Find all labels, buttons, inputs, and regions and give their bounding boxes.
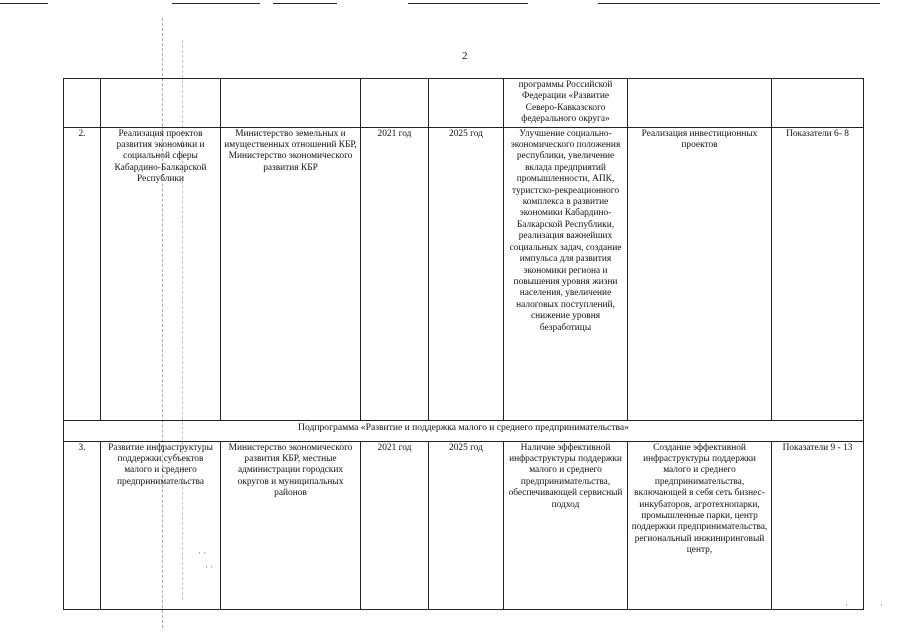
cell-result: Улучшение социально-экономического положения республики, увеличение вклада предприятий промышленности, АПК, туристско-рекреационного комплекса в развитие экономики Кабардино-Балкарской Республики, реализация важнейших социальных задач, создание импульса для развития экономики региона и повышения уровня жизни населения, увеличение налоговых поступлений, снижение уровня безработицы: [504, 127, 628, 420]
cell-name: [101, 79, 221, 128]
cell-directions: [628, 79, 772, 128]
cell-num: 2.: [64, 127, 101, 420]
table-row-continuation: [64, 79, 864, 128]
subprogram-title: Подпрограмма «Развитие и поддержка малого и среднего предпринимательства»: [64, 420, 864, 441]
cell-end: [429, 79, 504, 128]
scan-speck: ·: [880, 600, 883, 610]
scan-edge-line: [0, 3, 48, 4]
cell-directions: Создание эффективной инфраструктуры поддержки малого и среднего предпринимательства, включающей в себя сеть бизнес-инкубаторов, агротехнопарки, промышленные парки, центр поддержки предпринимательства, региональный инжиниринговый центр,: [628, 441, 772, 609]
cell-name: Реализация проектов развития экономики и социальной сферы Кабардино-Балкарской Республики: [101, 127, 221, 420]
scan-edge-line: [172, 3, 260, 4]
cell-executors: [221, 79, 361, 128]
scan-edge-line: [408, 3, 528, 4]
cell-num: 3.: [64, 441, 101, 609]
cell-directions: Реализация инвестиционных проектов: [628, 127, 772, 420]
cell-executors: Министерство экономического развития КБР, местные администрации городских округов и муниципальных районов: [221, 441, 361, 609]
scan-speck: ·: [845, 600, 848, 610]
page-number: 2: [462, 50, 468, 62]
subprogram-header-row: [64, 420, 864, 441]
cell-end: 2025 год: [429, 127, 504, 420]
plan-table: [63, 78, 864, 610]
cell-start: 2021 год: [361, 441, 429, 609]
cell-num: [64, 79, 101, 128]
cell-result: программы Российской Федерации «Развитие Северо-Кавказского федерального округа»: [504, 79, 628, 128]
cell-indicators: Показатели 9 - 13: [772, 441, 864, 609]
cell-start: [361, 79, 429, 128]
table-row: [64, 441, 864, 609]
cell-indicators: [772, 79, 864, 128]
cell-executors: Министерство земельных и имущественных отношений КБР, Министерство экономического развития КБР: [221, 127, 361, 420]
cell-start: 2021 год: [361, 127, 429, 420]
scan-edge-line: [598, 3, 880, 4]
cell-indicators: Показатели 6- 8: [772, 127, 864, 420]
scan-edge-line: [273, 3, 337, 4]
scan-speck: · ·: [198, 548, 207, 558]
cell-name: Развитие инфраструктуры поддержки субъектов малого и среднего предпринимательства: [101, 441, 221, 609]
cell-end: 2025 год: [429, 441, 504, 609]
scan-speck: · ·: [205, 562, 214, 572]
cell-result: Наличие эффективной инфраструктуры поддержки малого и среднего предпринимательства, обеспечивающей сервисный подход: [504, 441, 628, 609]
table-row: [64, 127, 864, 420]
